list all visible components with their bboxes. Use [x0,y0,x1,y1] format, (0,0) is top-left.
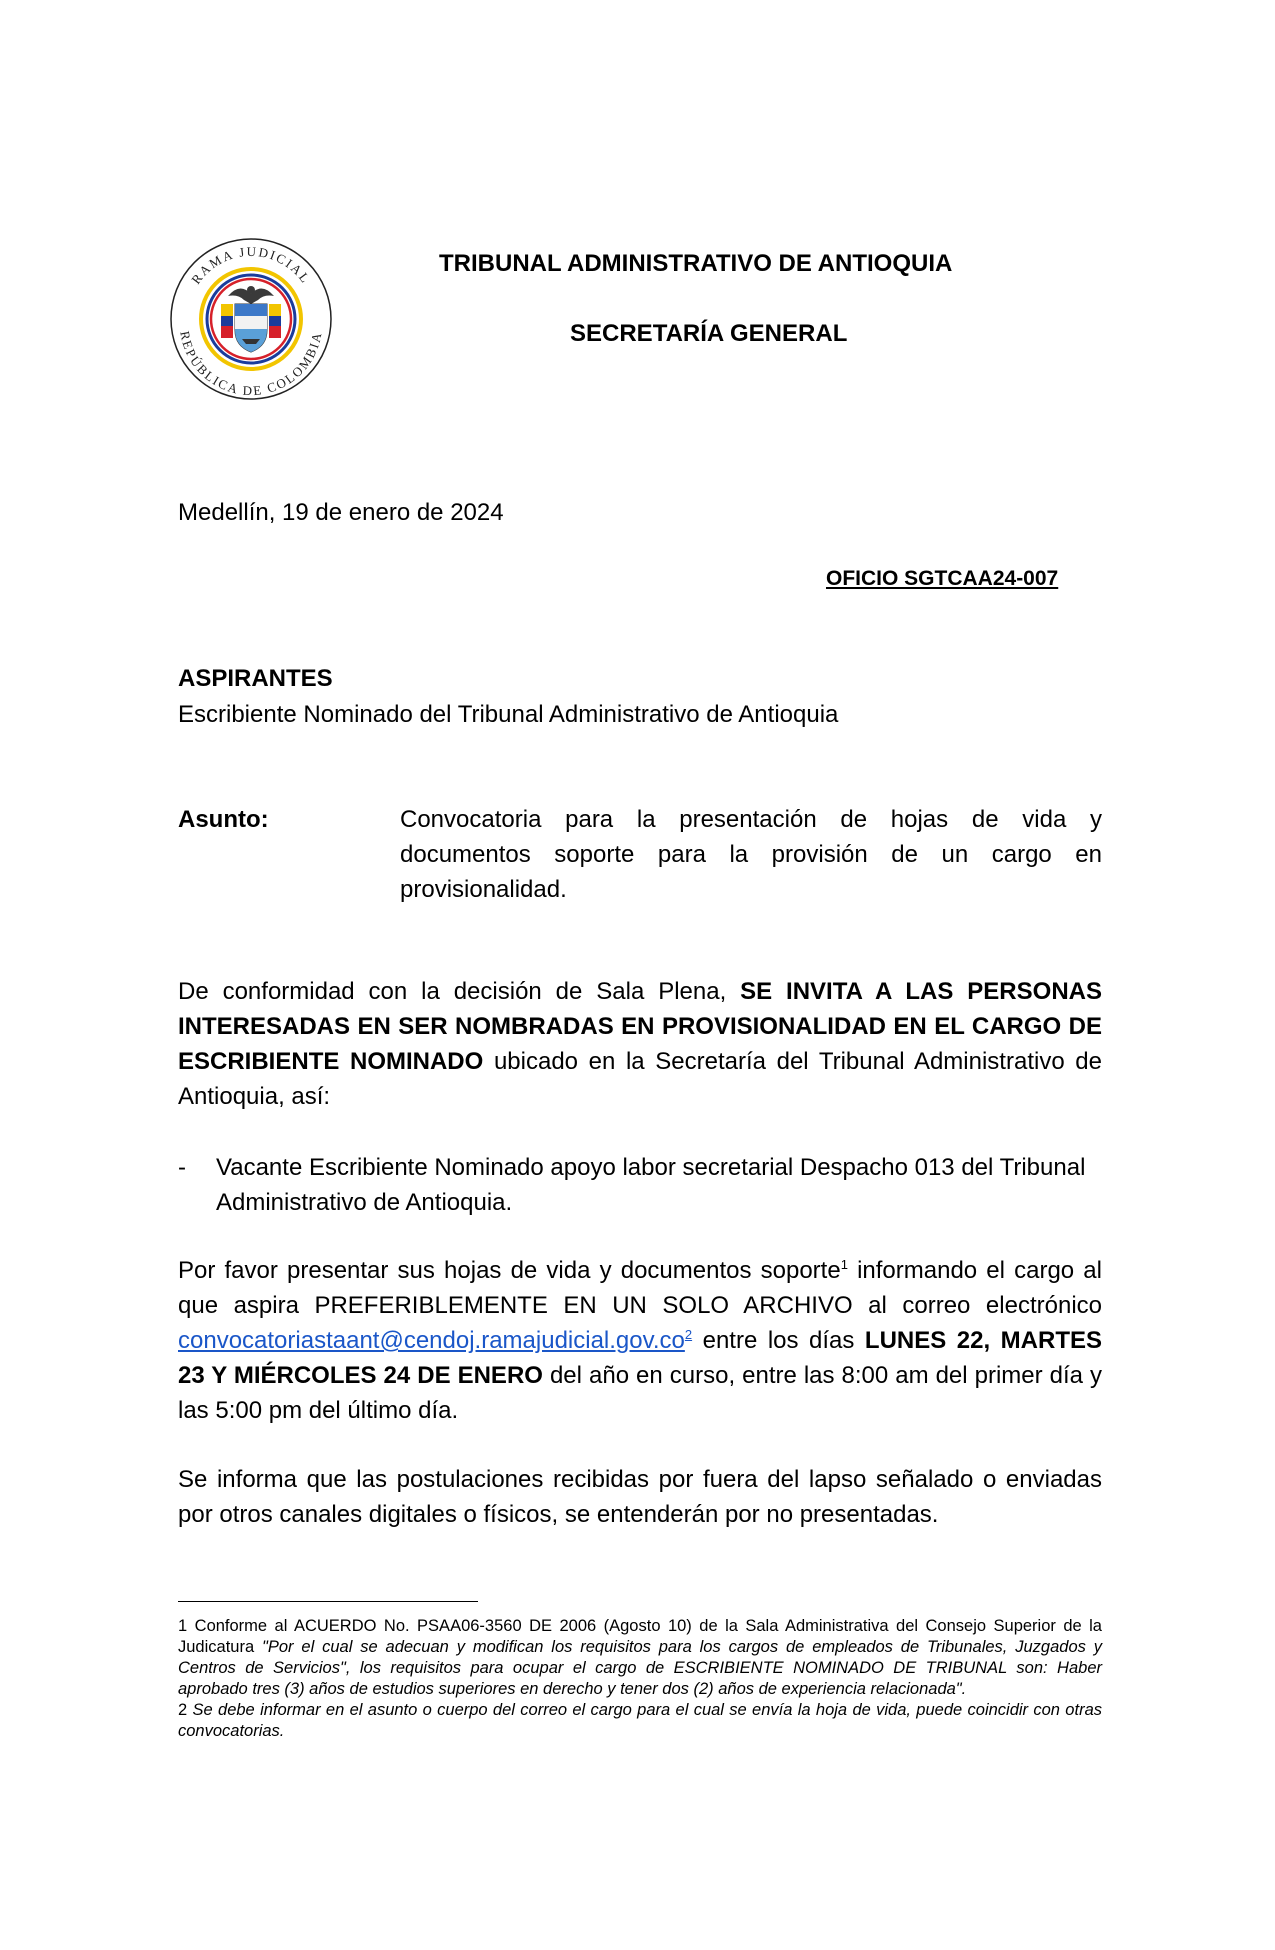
invitation-intro: De conformidad con la decisión de Sala Plena, [178,978,741,1005]
instructions-text-c: entre los días [692,1327,865,1354]
footnote-ref-1[interactable]: 1 [840,1257,848,1272]
department-title: SECRETARÍA GENERAL [570,320,848,347]
footnote-ref-2[interactable]: 2 [684,1327,693,1342]
footnote-1-text: Conforme al ACUERDO No. PSAA06-3560 DE 2006 (Agosto 10) de la Sala Administrativa del Consejo Superior de la Judicatura [178,1617,1102,1656]
footnote-2 [178,1700,1102,1742]
instructions-paragraph [178,1253,1102,1428]
instructions-text-d: del año en curso, entre las 8:00 am del primer día y las 5:00 pm del último día. [178,1362,1103,1424]
footnote-separator [178,1601,478,1602]
footnote-1-quote: "Por el cual se adecuan y modifican los requisitos para los cargos de empleados de Tribunales, Juzgados y Centros de Servicios", los requisitos para ocupar el cargo de ESCRIBIENTE NOMINADO DE TRIBUNAL son: Haber aprobado tres (3) años de estudios superiores en derecho y tener dos (2) años de experiencia relacionada". [178,1638,1102,1698]
date-line: Medellín, 19 de enero de 2024 [178,499,504,526]
subject-text: Convocatoria para la presentación de hojas de vida y documentos soporte para la provisión de un cargo en provisionalidad. [400,806,1102,903]
invitation-emphasis: SE INVITA A LAS PERSONAS INTERESADAS EN SER NOMBRADAS EN PROVISIONALIDAD EN EL CARGO DE ESCRIBIENTE NOMINADO [178,978,1102,1075]
bullet-dash: - [178,1154,186,1181]
instructions-text-b: informando el cargo al que aspira PREFERIBLEMENTE EN UN SOLO ARCHIVO al correo electrónico [178,1257,1102,1319]
footnote-2-number: 2 [178,1701,188,1719]
invitation-rest: ubicado en la Secretaría del Tribunal Administrativo de Antioquia, así: [178,1048,1102,1110]
email-link[interactable]: convocatoriastaant@cendoj.ramajudicial.gov.co [178,1327,685,1354]
invitation-paragraph [178,974,1102,1114]
vacancy-item: Vacante Escribiente Nominado apoyo labor secretarial Despacho 013 del Tribunal Administrativo de Antioquia. [216,1154,1086,1216]
rama-judicial-seal [166,234,336,404]
recipient-subtitle: Escribiente Nominado del Tribunal Administrativo de Antioquia [178,701,839,728]
footnote-1-number: 1 [178,1617,188,1635]
footnote-2-text: Se debe informar en el asunto o cuerpo del correo el cargo para el cual se envía la hoja de vida, puede coincidir con otras convocatorias. [178,1701,1102,1740]
instructions-dates: LUNES 22, MARTES 23 Y MIÉRCOLES 24 DE ENERO [178,1327,1102,1389]
reference-number: OFICIO SGTCAA24-007 [826,567,1059,590]
institution-title: TRIBUNAL ADMINISTRATIVO DE ANTIOQUIA [439,250,953,277]
instructions-text-a: Por favor presentar sus hojas de vida y documentos soporte [178,1257,841,1284]
svg-text:RAMA JUDICIAL: RAMA JUDICIAL [188,243,314,287]
footnote-1 [178,1616,1102,1700]
svg-text:REPÚBLICA DE COLOMBIA: REPÚBLICA DE COLOMBIA [177,329,325,399]
notice-paragraph: Se informa que las postulaciones recibidas por fuera del lapso señalado o enviadas por otros canales digitales o físicos, se entenderán por no presentadas. [178,1466,1102,1528]
subject-label: Asunto: [178,806,269,833]
coat-of-arms-icon [166,234,336,404]
recipient-title: ASPIRANTES [178,665,333,692]
